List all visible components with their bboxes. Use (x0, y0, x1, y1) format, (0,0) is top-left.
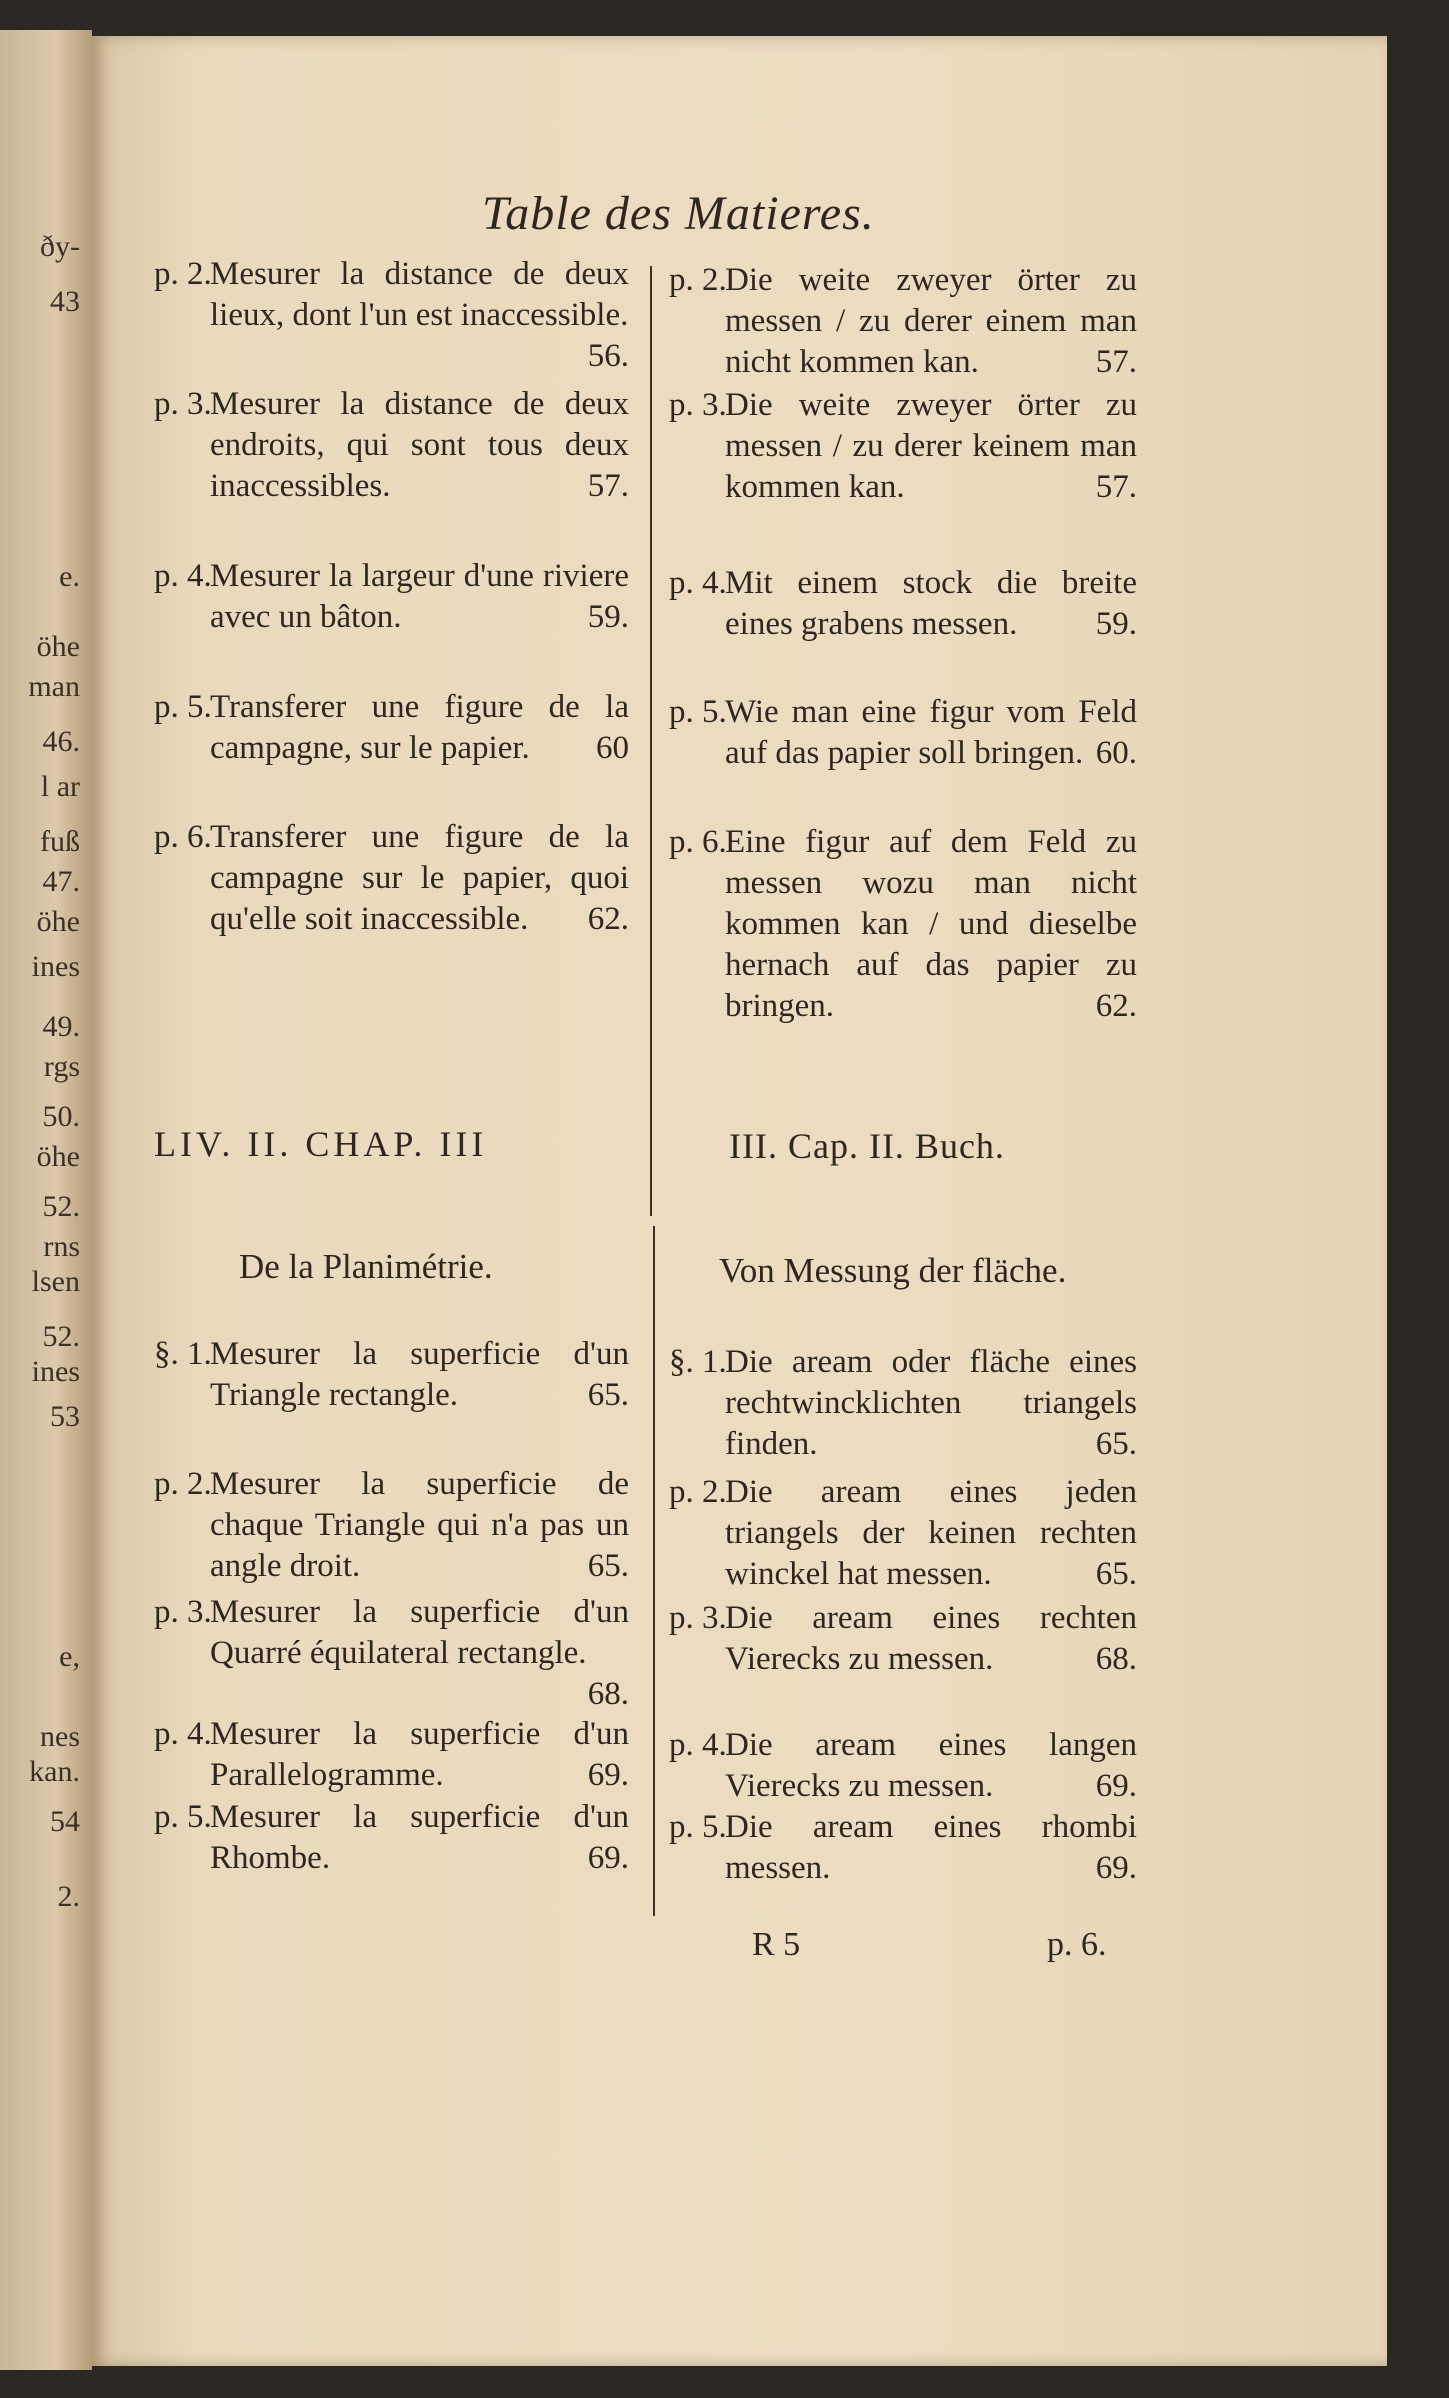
entry-label: p. 3. (669, 1600, 727, 1636)
previous-page-fragment: 46. (42, 725, 80, 758)
entry-label: p. 3. (669, 387, 727, 423)
entry-label: p. 5. (669, 1809, 727, 1845)
toc-entry (154, 817, 629, 940)
previous-page-fragment: 54 (50, 1805, 80, 1838)
book-page (92, 36, 1387, 2366)
page-title: Table des Matieres. (482, 187, 875, 240)
entry-page: 62. (587, 901, 629, 937)
entry-label: p. 2. (154, 256, 212, 292)
german-column (669, 260, 1137, 1960)
entry-label: p. 3. (154, 1594, 212, 1630)
entry-label: p. 5. (154, 689, 212, 725)
toc-entry (154, 1592, 629, 1715)
entry-text: Die weite zweyer örter zu messen / zu derer keinem man kommen kan. (725, 387, 1137, 505)
toc-entry (669, 563, 1137, 645)
entry-page: 68. (587, 1676, 629, 1712)
entry-label: p. 3. (154, 386, 212, 422)
previous-page-fragment: ines (31, 1355, 80, 1388)
entry-text: Mesurer la superficie d'un Triangle rectangle. (210, 1336, 629, 1413)
previous-page-fragment: nes (40, 1720, 80, 1753)
entry-page: 69. (1095, 1768, 1137, 1804)
previous-page-fragment: kan. (29, 1755, 80, 1788)
entry-text: Die aream oder fläche eines rechtwincklichten triangels finden. (725, 1344, 1137, 1462)
toc-entry (154, 254, 629, 377)
entry-page: 62. (1095, 988, 1137, 1024)
entry-label: p. 4. (154, 1716, 212, 1752)
toc-entry (669, 260, 1137, 383)
previous-page-fragment: e. (59, 560, 80, 593)
toc-entry (154, 1714, 629, 1796)
toc-entry (154, 687, 629, 769)
entry-text: Mesurer la superficie d'un Parallelogramme. (210, 1716, 629, 1793)
entry-page: 57. (1095, 344, 1137, 380)
toc-entry (669, 1598, 1137, 1680)
entry-text: Die aream eines jeden triangels der keinen rechten winckel hat messen. (725, 1474, 1137, 1592)
previous-page-fragment: öhe (36, 905, 80, 938)
previous-page-fragment: lsen (31, 1265, 80, 1298)
entry-text: Mesurer la largeur d'une riviere avec un bâton. (210, 558, 629, 635)
column-divider (653, 1226, 655, 1916)
entry-text: Wie man eine figur vom Feld auf das papier soll bringen. (725, 694, 1137, 771)
previous-page-fragment: öhe (36, 630, 80, 663)
previous-page-fragment: 43 (50, 285, 80, 318)
entry-text: Mesurer la distance de deux endroits, qui sont tous deux inaccessibles. (210, 386, 629, 504)
entry-text: Die aream eines rhombi messen. (725, 1809, 1137, 1886)
entry-page: 69. (587, 1840, 629, 1876)
previous-page-fragment: öhe (36, 1140, 80, 1173)
entry-text: Die aream eines langen Vierecks zu messen. (725, 1727, 1137, 1804)
entry-label: §. 1. (154, 1336, 212, 1372)
section-title: De la Planimétrie. (239, 1247, 493, 1286)
entry-label: p. 6. (669, 824, 727, 860)
entry-text: Transferer une figure de la campagne sur le papier, quoi qu'elle soit inaccessible. (210, 819, 629, 937)
entry-page: 57. (587, 468, 629, 504)
toc-entry (669, 1342, 1137, 1465)
previous-page-fragment: rns (43, 1230, 80, 1263)
entry-text: Die weite zweyer örter zu messen / zu derer einem man nicht kommen kan. (725, 262, 1137, 380)
entry-text: Mesurer la distance de deux lieux, dont l'un est inaccessible. (210, 256, 629, 333)
entry-page: 65. (587, 1548, 629, 1584)
entry-page: 65. (1095, 1556, 1137, 1592)
toc-entry (154, 1334, 629, 1416)
entry-page: 56. (587, 338, 629, 374)
previous-page-fragment: rgs (43, 1050, 80, 1083)
toc-entry (154, 384, 629, 507)
entry-page: 60. (1095, 735, 1137, 771)
toc-entry (669, 692, 1137, 774)
entry-text: Eine figur auf dem Feld zu messen wozu man nicht kommen kan / und dieselbe hernach auf das papier zu bringen. (725, 824, 1137, 1024)
entry-label: p. 4. (154, 558, 212, 594)
entry-label: §. 1. (669, 1344, 727, 1380)
entry-text: Mesurer la superficie de chaque Triangle qui n'a pas un angle droit. (210, 1466, 629, 1584)
previous-page-fragment: fuß (40, 825, 80, 858)
toc-entry (154, 1464, 629, 1587)
toc-entry (669, 1807, 1137, 1889)
catchword: p. 6. (1047, 1926, 1107, 1963)
entry-page: 65. (587, 1377, 629, 1413)
entry-label: p. 2. (669, 262, 727, 298)
previous-page-fragment: 2. (57, 1880, 80, 1913)
entry-text: Mesurer la superficie d'un Quarré équilateral rectangle. (210, 1594, 629, 1671)
entry-page: 57. (1095, 469, 1137, 505)
entry-label: p. 2. (669, 1474, 727, 1510)
french-column (154, 254, 629, 1954)
previous-page-fragment: e, (59, 1640, 80, 1673)
toc-entry (154, 556, 629, 638)
previous-page-fragment: 52. (42, 1320, 80, 1353)
previous-page-edge (0, 30, 92, 2370)
toc-entry (154, 1797, 629, 1879)
entry-label: p. 2. (154, 1466, 212, 1502)
entry-text: Die aream eines rechten Vierecks zu messen. (725, 1600, 1137, 1677)
entry-page: 59. (1095, 606, 1137, 642)
chapter-heading: LIV. II. CHAP. III (154, 1124, 488, 1164)
previous-page-fragment: 53 (50, 1400, 80, 1433)
previous-page-fragment: 49. (42, 1010, 80, 1043)
column-divider (650, 266, 652, 1216)
entry-text: Mesurer la superficie d'un Rhombe. (210, 1799, 629, 1876)
section-title: Von Messung der fläche. (719, 1251, 1067, 1290)
entry-page: 69. (1095, 1850, 1137, 1886)
previous-page-fragment: 52. (42, 1190, 80, 1223)
entry-label: p. 4. (669, 565, 727, 601)
signature-mark: R 5 (752, 1926, 801, 1963)
previous-page-fragment: l ar (40, 770, 80, 803)
previous-page-fragment: 47. (42, 865, 80, 898)
toc-entry (669, 385, 1137, 508)
entry-label: p. 6. (154, 819, 212, 855)
previous-page-fragment: ines (31, 950, 80, 983)
previous-page-fragment: 50. (42, 1100, 80, 1133)
previous-page-fragment: man (28, 670, 80, 703)
entry-page: 59. (587, 599, 629, 635)
toc-entry (669, 1472, 1137, 1595)
entry-label: p. 5. (669, 694, 727, 730)
entry-page: 69. (587, 1757, 629, 1793)
entry-text: Transferer une figure de la campagne, sur le papier. (210, 689, 629, 766)
entry-page: 60 (596, 730, 629, 766)
previous-page-fragment: ðy- (40, 230, 80, 263)
entry-label: p. 5. (154, 1799, 212, 1835)
toc-entry (669, 822, 1137, 1027)
entry-page: 68. (1095, 1641, 1137, 1677)
entry-text: Mit einem stock die breite eines grabens messen. (725, 565, 1137, 642)
chapter-heading: III. Cap. II. Buch. (729, 1126, 1005, 1166)
entry-page: 65. (1095, 1426, 1137, 1462)
toc-entry (669, 1725, 1137, 1807)
entry-label: p. 4. (669, 1727, 727, 1763)
